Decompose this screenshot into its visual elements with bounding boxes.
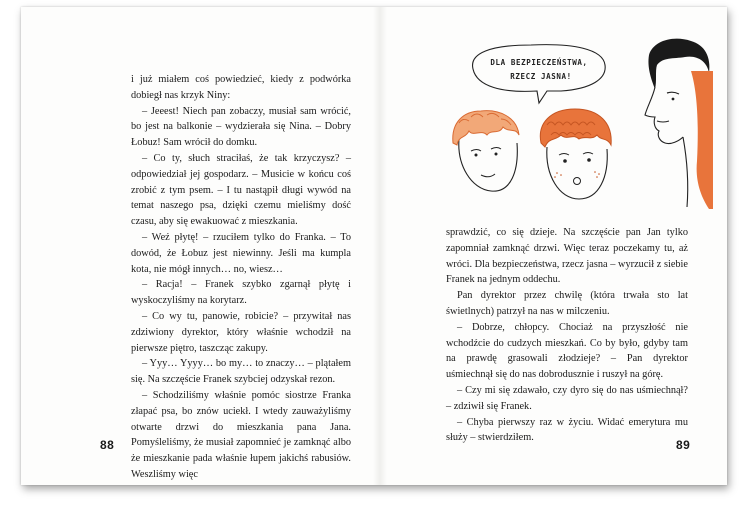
page-number-left: 88 <box>100 438 115 452</box>
paragraph: – Co ty, słuch straciłaś, że tak krzyczysz? – odpowiedział jej gospodarz. – Musicie w końcu coś zrobić z tym psem. – I tu nastąpił długi wywód na temat naszego psa, dzięki czemu mieliśmy dość czasu, aby się ewakuować z mieszkania. <box>131 152 351 228</box>
paragraph: – Schodziliśmy właśnie pomóc siostrze Franka złapać psa, bo znów uciekł. I wtedy zauważyliśmy otwarte drzwi do mieszkania pana Jana. Pomyśleliśmy, że musiał zapomnieć je zamknąć albo że mieszkanie pada właśnie łupem jakichś rabusiów. Weszliśmy więc <box>131 389 351 480</box>
right-page-text <box>446 225 688 446</box>
left-page-text <box>131 72 351 483</box>
paragraph: – Jeeest! Niech pan zobaczy, musiał sam wrócić, bo jest na balkonie – wydzierała się Nina. – Dobry Łobuz! Sam wrócił do domku. <box>131 105 351 149</box>
paragraph: – Co wy tu, panowie, robicie? – przywitał nas zdziwiony dyrektor, który właśnie wchodził na pierwsze piętro, taszcząc zakupy. <box>131 310 351 354</box>
speech-bubble-line-1: DLA BEZPIECZEŃSTWA, <box>490 58 588 67</box>
paragraph: i już miałem coś powiedzieć, kiedy z podwórka dobiegł nas krzyk Niny: <box>131 74 351 101</box>
paragraph: – Weź płytę! – rzuciłem tylko do Franka. – To dowód, że Łobuz jest niewinny. Jeśli ma kumpla kota, nie mógł innych… no, wiesz… <box>131 231 351 275</box>
director-drawing <box>645 39 713 209</box>
speech-bubble-line-2: RZECZ JASNA! <box>510 72 572 81</box>
boy-left-drawing <box>453 111 519 191</box>
paragraph: – Yyy… Yyyy… bo my… to znaczy… – plątałem się. Na szczęście Franek szybciej odzyskał rezon. <box>131 358 351 386</box>
book-gutter <box>373 7 387 485</box>
illustration-three-characters <box>451 31 713 213</box>
book-spread <box>21 7 727 485</box>
paragraph: sprawdzić, co się dzieje. Na szczęście pan Jan tylko zapomniał zamknąć drzwi. Więc teraz poczekamy tu, aż wróci. Dla bezpieczeństwa, rzecz jasna – wyrzucił z siebie Franek na jednym oddechu. <box>446 227 688 286</box>
paragraph: – Chyba pierwszy raz w życiu. Widać emerytura mu służy – stwierdziłem. <box>446 416 688 444</box>
paragraph: – Racja! – Franek szybko zgarnął płytę i wyskoczyliśmy na korytarz. <box>131 279 351 307</box>
paragraph: – Czy mi się zdawało, czy dyro się do nas uśmiechnął? – zdziwił się Franek. <box>446 384 688 412</box>
paragraph: – Dobrze, chłopcy. Chociaż na przyszłość nie wchodźcie do cudzych mieszkań. Co by było, gdyby tam na prawdę grasowali złodzieje? – Pan dyrektor uśmiechnął się do nas dobrodusznie i ruszył na górę. <box>446 321 688 381</box>
boy-middle-drawing <box>540 109 611 199</box>
speech-bubble <box>473 45 606 103</box>
paragraph: Pan dyrektor przez chwilę (która trwała sto lat świetlnych) patrzył na nas w milczeniu. <box>446 290 688 317</box>
page-number-right: 89 <box>676 438 691 452</box>
